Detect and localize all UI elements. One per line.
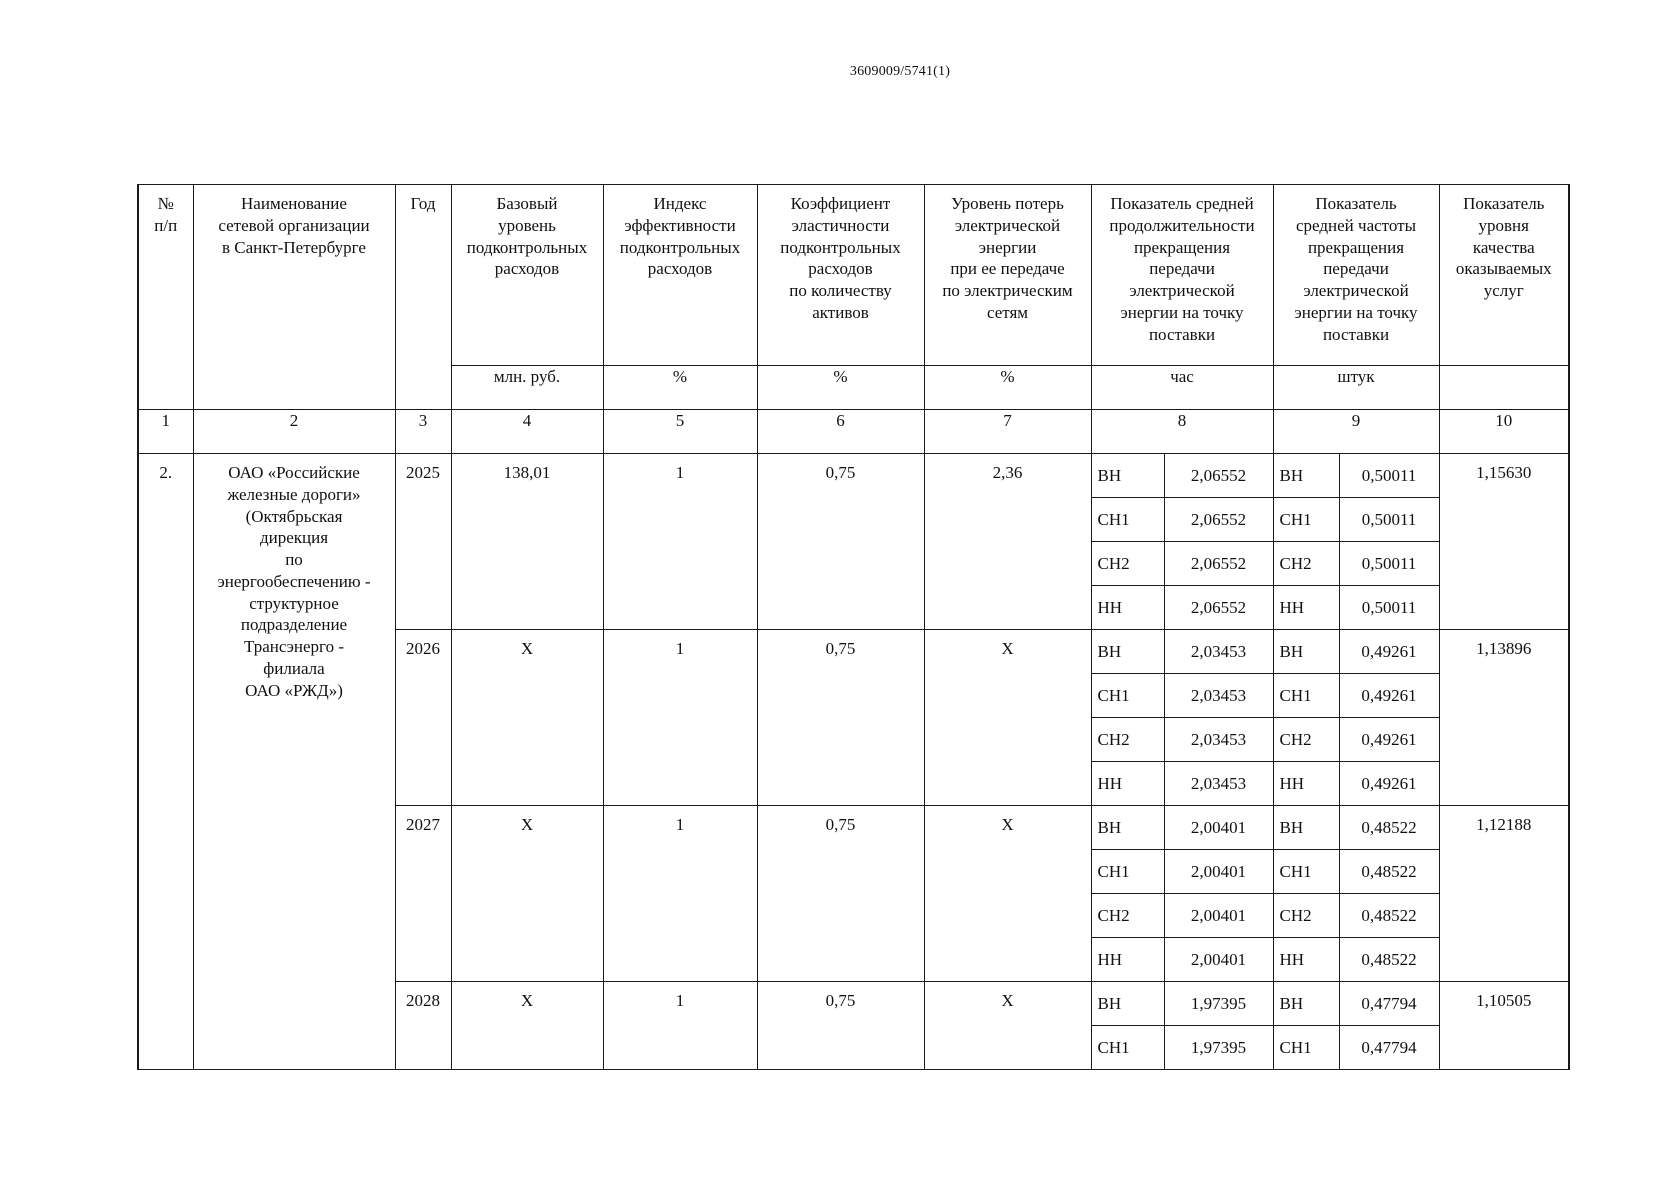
col-number: 3	[395, 410, 451, 454]
elasticity-coef-cell: 0,75	[757, 630, 924, 806]
duration-value-cell: 1,97395	[1164, 982, 1273, 1026]
base-level-cell: Х	[451, 982, 603, 1070]
voltage-level-cell: НН	[1273, 762, 1339, 806]
frequency-value-cell: 0,49261	[1339, 718, 1439, 762]
voltage-level-cell: СН1	[1273, 674, 1339, 718]
header-col-2: Наименование сетевой организации в Санкт-Петербурге	[193, 185, 395, 410]
voltage-level-cell: ВН	[1273, 454, 1339, 498]
quality-index-cell: 1,15630	[1439, 454, 1569, 630]
loss-level-cell: Х	[924, 982, 1091, 1070]
unit-col-9: штук	[1273, 366, 1439, 410]
duration-value-cell: 2,06552	[1164, 586, 1273, 630]
efficiency-index-cell: 1	[603, 806, 757, 982]
duration-value-cell: 2,03453	[1164, 630, 1273, 674]
frequency-value-cell: 0,50011	[1339, 586, 1439, 630]
voltage-level-cell: СН2	[1273, 894, 1339, 938]
col-number: 10	[1439, 410, 1569, 454]
unit-col-10	[1439, 366, 1569, 410]
year-cell: 2028	[395, 982, 451, 1070]
voltage-level-cell: ВН	[1091, 806, 1164, 850]
col-number: 5	[603, 410, 757, 454]
duration-value-cell: 2,00401	[1164, 850, 1273, 894]
col-number: 4	[451, 410, 603, 454]
header-col-6: Коэффициент эластичности подконтрольных расходов по количеству активов	[757, 185, 924, 366]
row-number: 2.	[138, 454, 193, 1070]
unit-col-4: млн. руб.	[451, 366, 603, 410]
col-number: 2	[193, 410, 395, 454]
frequency-value-cell: 0,50011	[1339, 498, 1439, 542]
duration-value-cell: 2,03453	[1164, 718, 1273, 762]
voltage-level-cell: СН1	[1091, 674, 1164, 718]
frequency-value-cell: 0,50011	[1339, 454, 1439, 498]
voltage-level-cell: ВН	[1273, 982, 1339, 1026]
column-number-row	[138, 410, 1569, 454]
loss-level-cell: Х	[924, 630, 1091, 806]
quality-index-cell: 1,13896	[1439, 630, 1569, 806]
year-cell: 2027	[395, 806, 451, 982]
header-col-3: Год	[395, 185, 451, 410]
voltage-level-cell: ВН	[1273, 806, 1339, 850]
frequency-value-cell: 0,48522	[1339, 894, 1439, 938]
col-number: 8	[1091, 410, 1273, 454]
voltage-level-cell: НН	[1273, 938, 1339, 982]
loss-level-cell: Х	[924, 806, 1091, 982]
unit-col-6: %	[757, 366, 924, 410]
elasticity-coef-cell: 0,75	[757, 806, 924, 982]
header-row	[138, 185, 1569, 366]
unit-col-7: %	[924, 366, 1091, 410]
duration-value-cell: 2,00401	[1164, 806, 1273, 850]
header-col-4: Базовый уровень подконтрольных расходов	[451, 185, 603, 366]
voltage-level-cell: ВН	[1091, 454, 1164, 498]
voltage-level-cell: СН1	[1091, 1026, 1164, 1070]
loss-level-cell: 2,36	[924, 454, 1091, 630]
unit-col-8: час	[1091, 366, 1273, 410]
frequency-value-cell: 0,48522	[1339, 938, 1439, 982]
base-level-cell: Х	[451, 630, 603, 806]
frequency-value-cell: 0,49261	[1339, 674, 1439, 718]
voltage-level-cell: СН1	[1273, 1026, 1339, 1070]
base-level-cell: 138,01	[451, 454, 603, 630]
voltage-level-cell: СН2	[1091, 718, 1164, 762]
frequency-value-cell: 0,49261	[1339, 630, 1439, 674]
header-col-10: Показатель уровня качества оказываемых услуг	[1439, 185, 1569, 366]
voltage-level-cell: СН1	[1091, 498, 1164, 542]
duration-value-cell: 2,03453	[1164, 762, 1273, 806]
efficiency-index-cell: 1	[603, 454, 757, 630]
frequency-value-cell: 0,50011	[1339, 542, 1439, 586]
duration-value-cell: 2,00401	[1164, 938, 1273, 982]
elasticity-coef-cell: 0,75	[757, 454, 924, 630]
voltage-level-cell: ВН	[1091, 630, 1164, 674]
voltage-level-cell: СН2	[1273, 542, 1339, 586]
base-level-cell: Х	[451, 806, 603, 982]
voltage-level-cell: СН2	[1091, 542, 1164, 586]
voltage-level-cell: НН	[1091, 762, 1164, 806]
voltage-level-cell: СН1	[1091, 850, 1164, 894]
frequency-value-cell: 0,49261	[1339, 762, 1439, 806]
voltage-level-cell: ВН	[1273, 630, 1339, 674]
voltage-level-cell: ВН	[1091, 982, 1164, 1026]
header-col-5: Индекс эффективности подконтрольных расходов	[603, 185, 757, 366]
voltage-level-cell: НН	[1091, 938, 1164, 982]
col-number: 7	[924, 410, 1091, 454]
frequency-value-cell: 0,48522	[1339, 850, 1439, 894]
duration-value-cell: 2,06552	[1164, 542, 1273, 586]
voltage-level-cell: СН1	[1273, 498, 1339, 542]
duration-value-cell: 2,06552	[1164, 498, 1273, 542]
voltage-level-cell: СН2	[1273, 718, 1339, 762]
duration-value-cell: 2,03453	[1164, 674, 1273, 718]
elasticity-coef-cell: 0,75	[757, 982, 924, 1070]
col-number: 9	[1273, 410, 1439, 454]
document-number: 3609009/5741(1)	[849, 64, 951, 79]
year-cell: 2025	[395, 454, 451, 630]
efficiency-index-cell: 1	[603, 630, 757, 806]
voltage-level-cell: СН2	[1091, 894, 1164, 938]
col-number: 1	[138, 410, 193, 454]
frequency-value-cell: 0,47794	[1339, 982, 1439, 1026]
efficiency-index-cell: 1	[603, 982, 757, 1070]
table-row	[138, 454, 1569, 498]
col-number: 6	[757, 410, 924, 454]
duration-value-cell: 1,97395	[1164, 1026, 1273, 1070]
header-col-9: Показатель средней частоты прекращения передачи электрической энергии на точку поставки	[1273, 185, 1439, 366]
year-cell: 2026	[395, 630, 451, 806]
frequency-value-cell: 0,47794	[1339, 1026, 1439, 1070]
quality-index-cell: 1,12188	[1439, 806, 1569, 982]
organization-name: ОАО «Российские железные дороги» (Октябрьская дирекция по энергообеспечению - структурное подразделение Трансэнерго - филиала ОАО «РЖД»)	[193, 454, 395, 1070]
voltage-level-cell: СН1	[1273, 850, 1339, 894]
voltage-level-cell: НН	[1273, 586, 1339, 630]
header-col-1: № п/п	[138, 185, 193, 410]
quality-index-cell: 1,10505	[1439, 982, 1569, 1070]
duration-value-cell: 2,06552	[1164, 454, 1273, 498]
voltage-level-cell: НН	[1091, 586, 1164, 630]
duration-value-cell: 2,00401	[1164, 894, 1273, 938]
frequency-value-cell: 0,48522	[1339, 806, 1439, 850]
data-table	[137, 184, 1570, 1070]
header-col-7: Уровень потерь электрической энергии при ее передаче по электрическим сетям	[924, 185, 1091, 366]
unit-col-5: %	[603, 366, 757, 410]
header-col-8: Показатель средней продолжительности прекращения передачи электрической энергии на точку поставки	[1091, 185, 1273, 366]
